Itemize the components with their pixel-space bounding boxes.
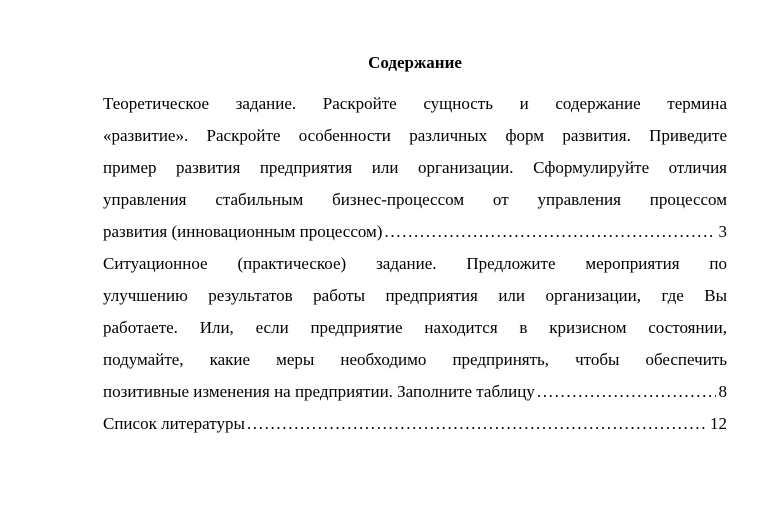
toc-entry-line: подумайте, какие меры необходимо предпринять, чтобы обеспечить — [103, 350, 727, 369]
toc-entry-text: Список литературы — [103, 414, 245, 433]
toc-entry-last-line — [103, 408, 727, 440]
dot-leader — [247, 408, 707, 440]
toc-page-number: 8 — [718, 382, 727, 401]
toc-heading: Содержание — [368, 53, 462, 72]
toc-entry-line: улучшению результатов работы предприятия или организации, где Вы — [103, 286, 727, 305]
toc-entry-references[interactable] — [103, 408, 727, 440]
toc-entry-line: Теоретическое задание. Раскройте сущность и содержание термина — [103, 94, 727, 113]
table-of-contents — [103, 88, 727, 440]
toc-entry-text: развития (инновационным процессом) — [103, 222, 383, 241]
toc-entry-last-line — [103, 376, 727, 408]
toc-entry-situational-task[interactable] — [103, 248, 727, 408]
dot-leader — [537, 376, 716, 408]
toc-entry-line: пример развития предприятия или организации. Сформулируйте отличия — [103, 158, 727, 177]
toc-page-number: 12 — [710, 414, 727, 433]
dot-leader — [384, 216, 715, 248]
toc-entry-text: позитивные изменения на предприятии. Заполните таблицу — [103, 382, 535, 401]
toc-entry-last-line — [103, 216, 727, 248]
toc-entry-theoretical-task[interactable] — [103, 88, 727, 248]
toc-entry-line: Ситуационное (практическое) задание. Предложите мероприятия по — [103, 254, 727, 273]
toc-entry-line: управления стабильным бизнес-процессом от управления процессом — [103, 190, 727, 209]
toc-entry-line: «развитие». Раскройте особенности различных форм развития. Приведите — [103, 126, 727, 145]
toc-page-number: 3 — [718, 222, 727, 241]
toc-entry-line: работаете. Или, если предприятие находится в кризисном состоянии, — [103, 318, 727, 337]
